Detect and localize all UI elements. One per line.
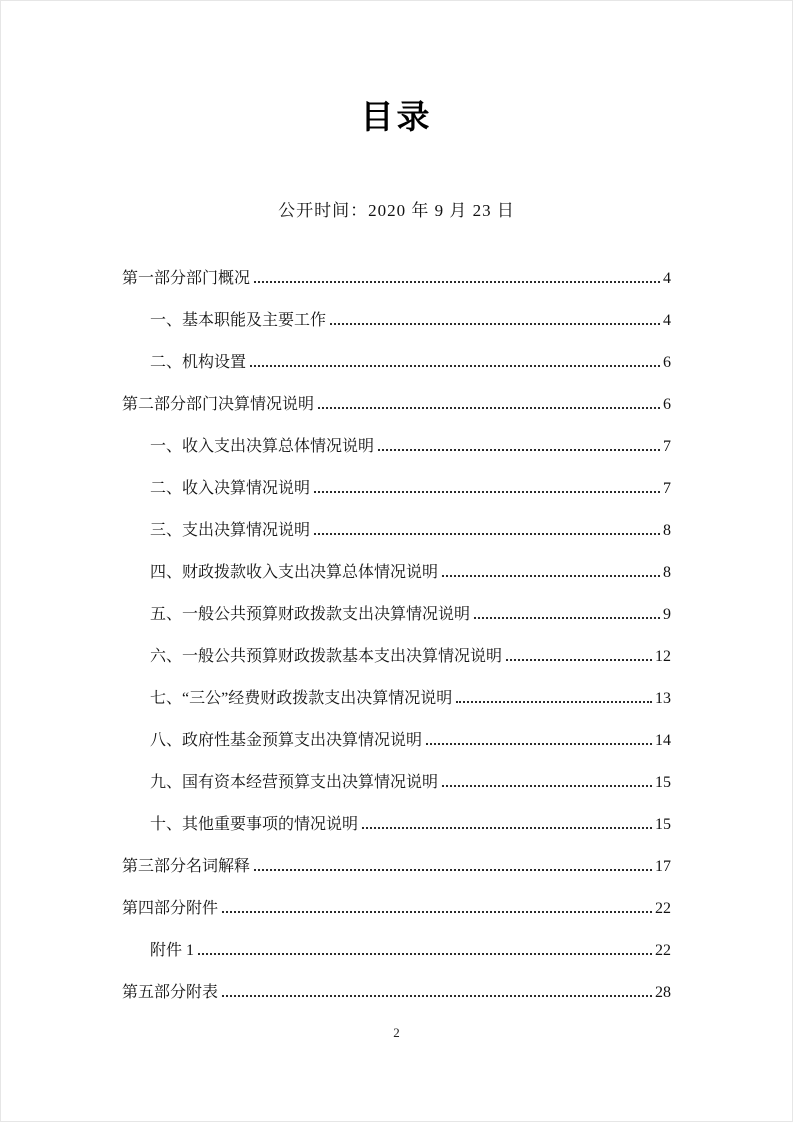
toc-entry[interactable] (122, 940, 671, 961)
dot-leader (426, 730, 652, 745)
toc-entry[interactable] (122, 520, 671, 541)
toc-entry-page: 15 (655, 774, 671, 791)
toc-entry-page: 22 (655, 900, 671, 917)
toc-entry-label: 第四部分附件 (122, 900, 219, 917)
dot-leader (254, 268, 660, 283)
toc-entry-page: 15 (655, 816, 671, 833)
dot-leader (314, 478, 660, 493)
dot-leader (198, 940, 652, 955)
toc-entry[interactable] (122, 688, 671, 709)
toc-entry-label: 六、一般公共预算财政拨款基本支出决算情况说明 (150, 648, 503, 665)
toc-entry-page: 12 (655, 648, 671, 665)
toc-entry-page: 17 (655, 858, 671, 875)
toc-entry-label: 二、收入决算情况说明 (150, 480, 311, 497)
toc-entry-label: 五、一般公共预算财政拨款支出决算情况说明 (150, 606, 471, 623)
toc-entry-label: 第五部分附表 (122, 984, 219, 1001)
toc-entry[interactable] (122, 268, 671, 289)
toc-entry-label: 三、支出决算情况说明 (150, 522, 311, 539)
toc-entry-page: 28 (655, 984, 671, 1001)
toc-entry-page: 4 (663, 312, 671, 329)
toc-entry-label: 十、其他重要事项的情况说明 (150, 816, 359, 833)
dot-leader (362, 814, 652, 829)
toc-entry[interactable] (122, 772, 671, 793)
dot-leader (330, 310, 660, 325)
page-title: 目录 (360, 98, 433, 135)
toc-entry[interactable] (122, 982, 671, 1003)
toc-entry-label: 八、政府性基金预算支出决算情况说明 (150, 732, 423, 749)
toc-entry[interactable] (122, 436, 671, 457)
toc-entry-page: 7 (663, 480, 671, 497)
dot-leader (254, 856, 652, 871)
toc-entry-label: 第二部分部门决算情况说明 (122, 396, 315, 413)
dot-leader (318, 394, 660, 409)
dot-leader (474, 604, 660, 619)
toc-entry-page: 6 (663, 354, 671, 371)
dot-leader (222, 898, 652, 913)
dot-leader (456, 688, 652, 703)
toc-entry-page: 6 (663, 396, 671, 413)
toc-entry[interactable] (122, 814, 671, 835)
table-of-contents (122, 268, 671, 1003)
toc-entry-label: 附件 1 (150, 942, 195, 959)
toc-entry[interactable] (122, 310, 671, 331)
toc-entry-label: 九、国有资本经营预算支出决算情况说明 (150, 774, 439, 791)
toc-entry-page: 9 (663, 606, 671, 623)
toc-entry-label: 第三部分名词解释 (122, 858, 251, 875)
dot-leader (506, 646, 652, 661)
toc-entry[interactable] (122, 478, 671, 499)
page-number: 2 (393, 1025, 400, 1040)
toc-entry-page: 22 (655, 942, 671, 959)
toc-entry[interactable] (122, 604, 671, 625)
dot-leader (442, 772, 652, 787)
toc-entry[interactable] (122, 562, 671, 583)
toc-entry[interactable] (122, 352, 671, 373)
toc-entry[interactable] (122, 394, 671, 415)
toc-entry-label: 二、机构设置 (150, 354, 247, 371)
publish-time: 公开时间：2020 年 9 月 23 日 (278, 201, 515, 220)
toc-entry-label: 四、财政拨款收入支出决算总体情况说明 (150, 564, 439, 581)
toc-entry-label: 第一部分部门概况 (122, 270, 251, 287)
toc-entry-page: 13 (655, 690, 671, 707)
toc-entry[interactable] (122, 646, 671, 667)
toc-entry-label: 七、“三公”经费财政拨款支出决算情况说明 (150, 690, 453, 707)
toc-entry-label: 一、收入支出决算总体情况说明 (150, 438, 375, 455)
dot-leader (222, 982, 652, 997)
toc-entry[interactable] (122, 898, 671, 919)
toc-entry-page: 8 (663, 522, 671, 539)
dot-leader (250, 352, 660, 367)
toc-entry-page: 14 (655, 732, 671, 749)
toc-entry[interactable] (122, 730, 671, 751)
dot-leader (442, 562, 660, 577)
toc-entry-page: 4 (663, 270, 671, 287)
toc-entry[interactable] (122, 856, 671, 877)
toc-entry-page: 7 (663, 438, 671, 455)
dot-leader (314, 520, 660, 535)
toc-entry-label: 一、基本职能及主要工作 (150, 312, 327, 329)
toc-entry-page: 8 (663, 564, 671, 581)
dot-leader (378, 436, 660, 451)
